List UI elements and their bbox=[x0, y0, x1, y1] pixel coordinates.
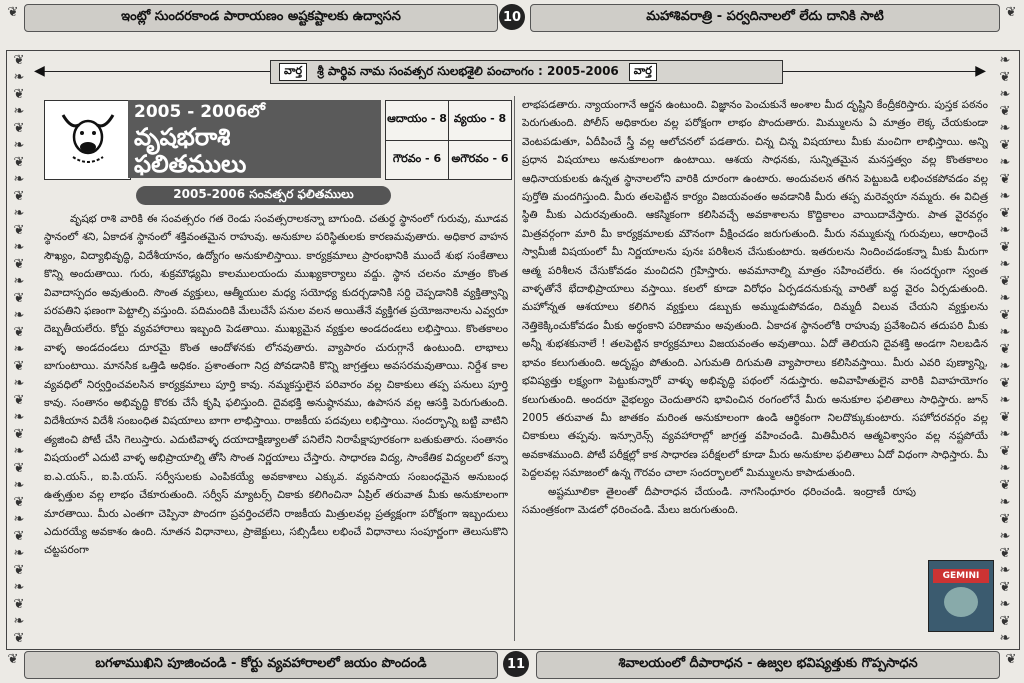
bottom-left-strip: బగళాముఖిని పూజించండి - కోర్టు వ్యవహారాలలో జయం పొందండి bbox=[24, 651, 498, 679]
ornament-icon: ❦ bbox=[7, 5, 19, 20]
page-number-left: 10 bbox=[499, 4, 525, 30]
page-number-right: 11 bbox=[503, 651, 529, 677]
body-paragraph: లాభపడతారు. న్యాయంగానే ఆర్జన ఉంటుంది. విజ్ఞానం పెంచుకునే అంశాల మీద దృష్టిని కేంద్రీకరిస్తారు. పుస్తక పఠనం పెరుగుతుంది. పోలీస్ అధికారుల వల్ల పరోక్షంగా లాభం పొందుతారు. మిమ్ములను ఏ మాత్రం లెక్క చేయకుండా వెంటపడుతూ, ఏదీపించే స్త్రీ వల్ల ఆలోచనలో పడతారు. చిన్న చిన్న విషయాలు మీకు మంచిగా లాభిస్తాయి. అన్ని ప్రధాన విషయాలు అనుకూలంగా ఉంటాయి. ఆశయ సాధనకు, సున్నితమైన మనస్తత్వం వల్ల కొంతకాలం ఆధినాయకులకు ఉన్నత స్థానాలలోని వారికి దూరంగా ఉంటారు. అందువలన తగిన పెట్టుబడి లభించకపోవడం వల్ల పుర్తోతి మందగిస్తుంది. మీరు తలపెట్టిన కార్యం విజయవంతం అవడానికి మీరు తప్ప మరెవ్వరూ నమ్మరు. ఈ విచిత్ర స్థితి మీకు ఎదురవుతుంది. ఆకస్మికంగా కలిసివచ్చే అవకాశాలను కొద్దికాలం వాయిదావేస్తారు. పాత వైరవర్గం మిత్రవర్గంగా మారి మీ కార్యక్రమాలకు మౌనంగా వీక్షించడం జరుగుతుంది. మీరు నమ్ముకున్న గురువులు, ఆరాధించే స్వామీజీ విషయంలో మీ నిర్ణయాలను పునః పరిశీలన చేసుకుంటారు. ఇతరులను నిందించడంకన్నా మీకు మీరుగా ఆత్మ పరిశీలన చేసుకోవడం మంచిదని గ్రహిస్తారు. అవమానాల్ని మాత్రం సహించలేరు. ఈ సందర్భంగా స్వంత వాళ్ళతోనే భేదాభిప్రాయాలు వస్తాయి. కలలో కూడా విరోధం ఏర్పడదనుకున్న వారితో బద్ధ వైరం ఏర్పడుతుంది. మహోన్నత ఆశయాలు కలిగిన వ్యక్తులు డబ్బుకు అమ్ముడుపోవడం, దిమ్మదీ విలువ చేయని వ్యక్తులను నెత్తికెక్కించుకోవడం మీకు అర్థంకాని పరిణామం అవుతుంది. ఏకాదశ స్థానంలోకి రాహువు ప్రవేశించిన తదుపరి మీకు అన్నీ శుభశకునాలే ! తలపెట్టిన కార్యక్రమాలు విజయవంతం అవుతాయి. ఏదో తెలియని దైవశక్తి అండగా నిలబడిన భావం కలుగుతుంది. అదృష్టం పోతుంది. ఎగుమతి దిగుమతి వ్యాపారాలు కలిసివస్తాయి. మీరు ఎవరి పుణ్యాన్ని, భవిష్యత్తు లక్ష్యంగా పెట్టుకున్నారో వాళ్ళు అభివృద్ధి పథంలో నడుస్తారు. అవివాహితులైన వారికి వివాహయోగం కలుగుతుంది. అందరూ వైభల్యం చెందుతారని భావించిన రంగంలోనే మీరు అనుకూల ఫలితాలు సాధిస్తారు. జూన్ 2005 తరువాత మీ జాతకం మరింత అనుకూలంగా ఉండి ఆర్థికంగా నిలదొక్కుకుంటారు. సహోదరవర్గం వల్ల చికాకులు తప్పవు. ఇన్సూరెన్స్ వ్యవహారాల్లో జాగ్రత్త వహించండి. మితిమీరిన ఆత్మవిశ్వాసం వల్ల నష్టపోయే అవకాశముంది. పోటీ పరీక్షల్లో కాక సాధారణ పరీక్షలలో కూడా మీరు అనుకూల ఫలితాలు ఏదో విధంగా సాధిస్తారు. మీ పెద్దలవల్ల సమాజంలో ఉన్న గౌరవం చాలా సందర్భాలలో మిమ్ములను కాపాడుతుంది. bbox=[522, 99, 988, 480]
bottom-footer bbox=[0, 645, 1024, 683]
stats-grid bbox=[385, 100, 512, 180]
product-image-icon bbox=[944, 587, 978, 617]
ornament-icon: ❦ bbox=[7, 652, 19, 667]
year-line: 2005 - 2006లో bbox=[134, 102, 266, 122]
title-line-2: ఫలితములు bbox=[134, 150, 247, 178]
panchangam-title-row bbox=[34, 60, 986, 84]
top-left-strip: ఇంట్లో సుందరకాండ పారాయణం అష్టకష్టాలకు ఉద్వాసన bbox=[24, 4, 498, 32]
arrow-right-icon: ▶ bbox=[975, 63, 986, 79]
gemini-brand: GEMINI bbox=[933, 569, 989, 583]
article-header bbox=[44, 100, 510, 180]
left-vine-border-icon: ❦ ❧ ❦ ❧ ❦ ❧ ❦ ❧ ❦ ❧ ❦ ❧ ❦ ❧ ❦ ❧ ❦ ❧ ❦ ❧ ❦ ❧ ❦ ❧ ❦ ❧ ❦ ❧ ❦ ❧ ❦ ❧ ❦ ❧ ❦ bbox=[13, 53, 25, 646]
remedy-paragraph: అష్టమూలికా తైలంతో దీపారాధన చేయండి. నాగసింధూరం ధరించండి. ఇంద్రాణీ రూపు సమంత్రకంగా మెడలో ధరించండి. మేలు జరుగుతుంది. bbox=[522, 485, 916, 516]
title-line-1: వృషభరాశి bbox=[134, 123, 231, 151]
bottom-right-strip: శివాలయంలో దీపారాధన - ఉజ్వల భవిష్యత్తుకు గొప్పసాధన bbox=[536, 651, 1000, 679]
body-paragraph: వృషభ రాశి వారికి ఈ సంవత్సరం గత రెండు సంవత్సరాలకన్నా బాగుంది. చతుర్థ స్థానంలో గురువు, మూడవ స్థానంలో శని, ఏకాదశ స్థానంలో శక్తివంతమైన రాహువు. అనుకూల పరిస్థితులకు కారణమవుతారు. అధికార వాహన సౌఖ్యం, విద్యాభివృద్ధి, విదేశీయానం, ఉద్యోగం అనుకూలిస్తాయి. కార్యక్రమాలు ప్రారంభానికి ముందే శుభ సంకేతాలు కొన్ని అందుతాయి. గురు, శుక్రమౌఢ్యమి కాలములయందు ముఖ్యకార్యాలు వద్దు. స్థాన చలనం మాత్రం కొంత వివాదాస్పదం అవుతుంది. సొంత వ్యక్తులు, ఆత్మీయుల మధ్య సయోధ్య కుదర్చడానికి సర్ది చెప్పడానికి వ్యక్తిత్వాన్ని పరపతిని ఫణంగా పెట్టాల్సి వస్తుంది. పదిమందికి మేలుచేసే పనుల వలన అయితేనే వ్యక్తిగత ప్రయోజనాలను ఎవ్వరూ దెబ్బతీయలేరు. కోర్టు వ్యవహారాలు ఇబ్బంది పెడతాయి. ముఖ్యమైన వ్యక్తుల అండదండలు లభిస్తాయి. కొంతకాలం వాళ్ళ అండదండలు దూరమై కొంత ఆందోళనకు లోనవుతారు. వ్యాపారం చురుగ్గానే ఉంటుంది. లాభాలు బాగుంటాయి. మానసిక ఒత్తిడి అధికం. ప్రశాంతంగా నిద్ర పోవడానికి కొన్ని జాగ్రత్తలు అవసరమవుతాయి. నిర్దేశ కాల వ్యవధిలో నిర్వర్తించవలసిన కార్యక్రమాలు పూర్తి కావు. నమ్మకస్తులైన పరివారం వల్ల చికాకులు తప్ప పనులు పూర్తి కావు. సంతానం అభివృద్ధి కొరకు చేసే కృషి ఫలిస్తుంది. దైవభక్తి అనుష్ఠానము, ఉపాసన వల్ల ఆసక్తి పెరుగుతుంది. విదేశీయాన విదేశీ సంబంధిత విషయాలు బాగా లాభిస్తాయి. రాజకీయ పదవులు లభిస్తాయి. సందర్భాన్ని బట్టి వాటిని త్యజించి పోటీ చేసి గెలుస్తారు. ఎదుటివాళ్ళ దయాదాక్షిణ్యాలతో పనిలేని నిరాపేక్షాపూరకంగా బతుకుతారు. సంతానం విషయంలో ఎదుటి వాళ్ళ అభిప్రాయాల్ని తోసి సొంత నిర్ణయాలు చేస్తారు. సాధారణ విద్య, సాంకేతిక విద్యలలో కన్నా ఐ.ఎ.యస్., ఐ.పి.యస్. సర్వీసులకు ఎంపికయ్యే అవకాశాలు ఎక్కువ. వ్యవసాయ సంబంధమైన అనుబంధ ఉత్పత్తుల వల్ల లాభం చేకూరుతుంది. సర్వీస్ మ్యాటర్స్ చికాకు కలిగించినా ఏప్రిల్ తరువాత మీకు అనుకూలంగా మారతాయి. మీరు ఎంతగా చెప్పినా పొందగా ప్రవర్తించలేని రాజకీయ మిత్రులవల్ల ప్రత్యక్షంగా పరోక్షంగా ఇబ్బందులు ఎదురయ్యే అవకాశం ఉంది. నూతన విధానాలు, ప్రాజెక్టులు, సబ్సిడీలు లభించే విధానాలు సంపూర్ణంగా తెలుసుకొని చట్టపరంగా bbox=[44, 213, 508, 557]
gemini-ad bbox=[928, 560, 994, 632]
right-column bbox=[522, 96, 988, 641]
ornament-icon: ❦ bbox=[1005, 5, 1017, 20]
panchangam-title bbox=[270, 60, 783, 84]
stat-dishonor: అగౌరవం - 6 bbox=[451, 152, 509, 165]
brand-logo-left: వార్త bbox=[279, 63, 307, 81]
right-vine-border-icon: ❧ ❦ ❧ ❦ ❧ ❦ ❧ ❦ ❧ ❦ ❧ ❦ ❧ ❦ ❧ ❦ ❧ ❦ ❧ ❦ ❧ ❦ ❧ ❦ ❧ ❦ ❧ ❦ ❧ ❦ ❧ ❦ ❧ ❦ ❧ bbox=[999, 53, 1011, 646]
top-right-strip: మహాశివరాత్రి - పర్వదినాలలో లేదు దానికి సాటి bbox=[530, 4, 1000, 32]
panchangam-title-text: శ్రీ పార్థివ నామ సంవత్సర సులభశైలి పంచాంగం : 2005-2006 bbox=[317, 63, 619, 78]
bull-icon bbox=[44, 100, 131, 180]
brand-logo-right: వార్త bbox=[629, 63, 657, 81]
top-header bbox=[0, 0, 1024, 38]
ornament-icon: ❦ bbox=[1005, 652, 1017, 667]
column-divider bbox=[514, 96, 515, 641]
left-column bbox=[44, 210, 508, 642]
stat-honor: గౌరవం - 6 bbox=[392, 152, 442, 165]
stat-expense: వ్యయం - 8 bbox=[453, 112, 507, 125]
stat-income: ఆదాయం - 8 bbox=[387, 112, 447, 125]
title-box bbox=[128, 100, 381, 178]
subtitle-pill: 2005-2006 సంవత్సర ఫలితములు bbox=[136, 186, 391, 205]
arrow-left-icon: ◀ bbox=[34, 63, 45, 79]
